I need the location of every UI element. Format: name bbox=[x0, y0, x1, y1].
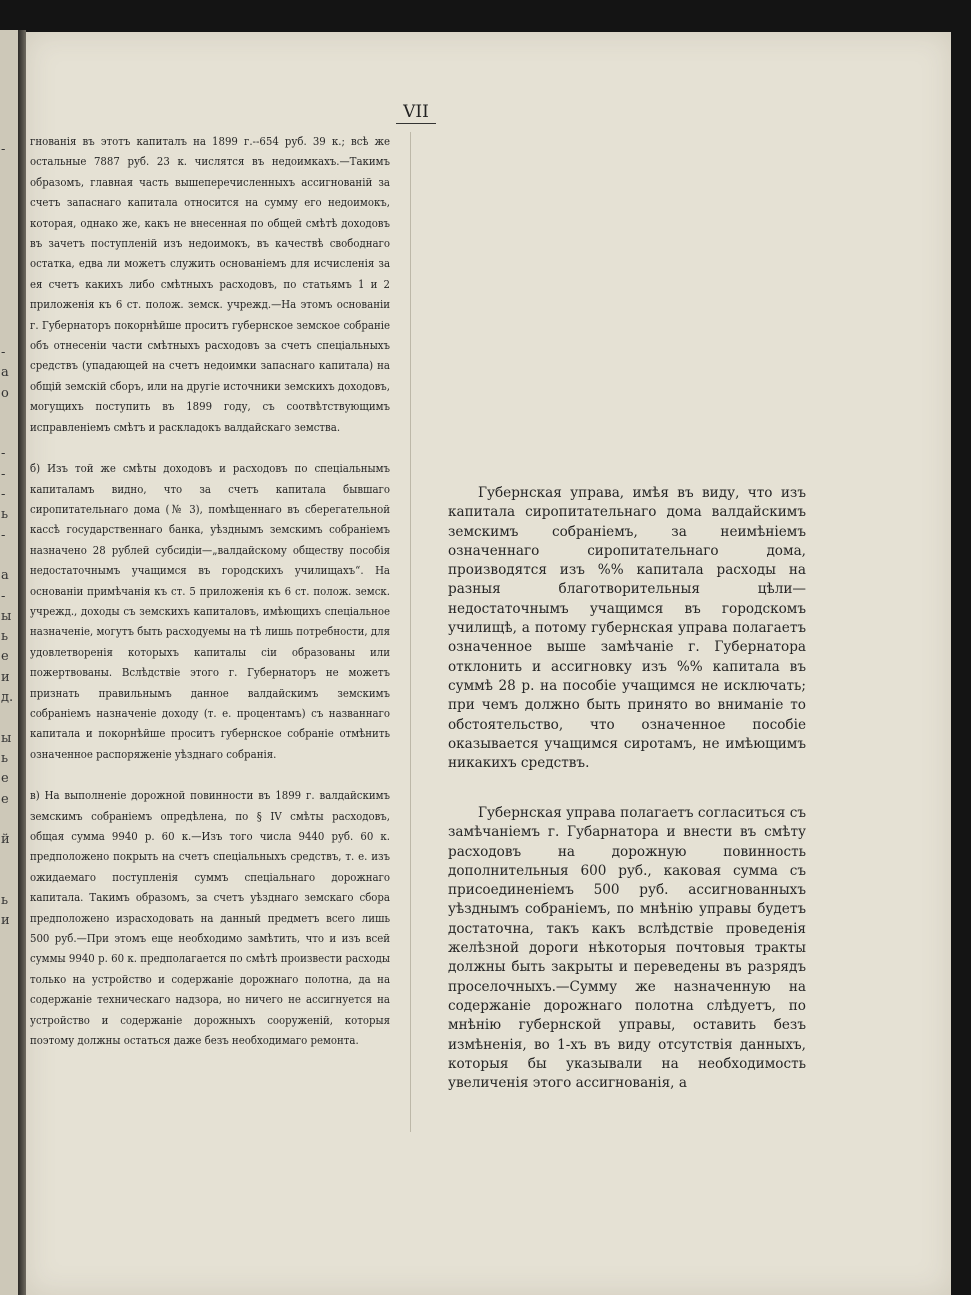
column-divider bbox=[410, 132, 411, 1132]
page-number: VII bbox=[396, 102, 436, 124]
paragraph-continuation: гнованія въ этотъ капиталъ на 1899 г.--654 руб. 39 к.; всѣ же остальные 7887 руб. 23 к. числятся въ недоимкахъ.—Такимъ образомъ, главная часть вышеперечисленныхъ ассигнованій за счетъ запаснаго капитала относится на сумму его недоимокъ, которая, однако же, какъ не внесенная по общей смѣтѣ доходовъ въ зачетъ поступленій изъ недоимокъ, въ качествѣ свободнаго остатка, едва ли можетъ служить основаніемъ для исчисленія за ея счетъ какихъ либо смѣтныхъ расходовъ, по статьямъ 1 и 2 приложенія къ 6 ст. полож. земск. учрежд.—На этомъ основаніи г. Губернаторъ покорнѣйше проситъ губернское земское собраніе объ отнесеніи части смѣтныхъ расходовъ за счетъ спеціальныхъ средствъ (упадающей на счетъ недоимки запаснаго капитала) на общій земскій сборъ, или на другіе источники земскихъ доходовъ, могущихъ поступить въ 1899 году, съ соотвѣтствующимъ исправленіемъ смѣтъ и раскладокъ валдайскаго земства. bbox=[30, 135, 390, 434]
response-orphanage: Губернская управа, имѣя въ виду, что изъ капитала сиропитательнаго дома валдайскимъ земскимъ собраніемъ, за неимѣніемъ означеннаго сиропитательнаго дома, производятся изъ %% капитала расходы на разныя благотворительныя цѣли—недостаточнымъ учащимся въ городскомъ училищѣ, а потому губернская управа полагаетъ означенное выше замѣчаніе г. Губернатора отклонить и ассигновку изъ %% капитала въ суммѣ 28 р. на пособіе учащимся не исключать; при чемъ должно быть принято во вниманіе то обстоятельство, что означенное пособіе оказывается учащимся сиротамъ, не имѣющимъ никакихъ средствъ. bbox=[448, 485, 806, 772]
right-column-response-2 bbox=[448, 804, 806, 1093]
book-gutter bbox=[18, 30, 26, 1295]
paragraph-b: б) Изъ той же смѣты доходовъ и расходовъ по спеціальнымъ капиталамъ видно, что за счетъ капитала бывшаго сиропитательнаго дома (№ 3), помѣщеннаго въ сберегательной кассѣ государственнаго банка, уѣзднымъ земскимъ собраніемъ назначено 28 рублей субсидіи—„валдайскому обществу пособія недостаточнымъ учащимся въ городскихъ училищахъ“. На основаніи примѣчанія къ ст. 5 приложенія къ 6 ст. полож. земск. учрежд., доходы съ земскихъ капиталовъ, имѣющихъ спеціальное назначеніе, могутъ быть расходуемы на тѣ лишь потребности, для удовлетворенія которыхъ капиталы сіи образованы или пожертвованы. Вслѣдствіе этого г. Губернаторъ не можетъ признать правильнымъ данное валдайскимъ земскимъ собраніемъ назначеніе доходу (т. е. процентамъ) съ названнаго капитала и покорнѣйше проситъ губернское собраніе отмѣнить означенное распоряженіе уѣзднаго собранія. bbox=[30, 462, 390, 761]
margin-fragments: - - а о - - - ь - а - ы ь е и д. ы ь е е й ь и bbox=[1, 142, 14, 929]
previous-page-edge bbox=[0, 30, 18, 1295]
paragraph-v: в) На выполненіе дорожной повинности въ 1899 г. валдайскимъ земскимъ собраніемъ опредѣлена, по § IV смѣты расходовъ, общая сумма 9940 р. 60 к.—Изъ того числа 9440 руб. 60 к. предположено покрыть на счетъ спеціальныхъ средствъ, т. е. изъ ожидаемаго поступленія суммъ спеціальнаго дорожнаго капитала. Такимъ образомъ, за счетъ уѣзднаго земскаго сбора предположено израсходовать на данный предметъ всего лишь 500 руб.—При этомъ еще необходимо замѣтить, что и изъ всей суммы 9940 р. 60 к. предполагается по смѣтѣ произвести расходы только на устройство и содержаніе дорожнаго полотна, да на содержаніе техническаго надзора, но ничего не ассигнуется на устройство и содержаніе дорожныхъ сооруженій, которыя поэтому должны остаться даже безъ необходимаго ремонта. bbox=[30, 789, 390, 1048]
page bbox=[26, 32, 951, 1295]
response-roads: Губернская управа полагаетъ согласиться съ замѣчаніемъ г. Губарнатора и внести въ смѣту расходовъ на дорожную повинность дополнительныя 600 руб., каковая сумма съ присоединеніемъ 500 руб. ассигнованныхъ уѣзднымъ собраніемъ, по мнѣнію управы будетъ достаточна, такъ какъ вслѣдствіе проведенія желѣзной дороги нѣкоторыя почтовыя тракты должны быть закрыты и переведены въ разрядъ проселочныхъ.—Сумму же назначенную на содержаніе дорожнаго полотна слѣдуетъ, по мнѣнію губернской управы, оставить безъ измѣненія, во 1-хъ въ виду отсутствія данныхъ, которыя бы указывали на необходимость увеличенія этого ассигнованія, а bbox=[448, 805, 806, 1092]
right-column-response-1 bbox=[448, 484, 806, 773]
left-column bbox=[30, 132, 390, 1072]
